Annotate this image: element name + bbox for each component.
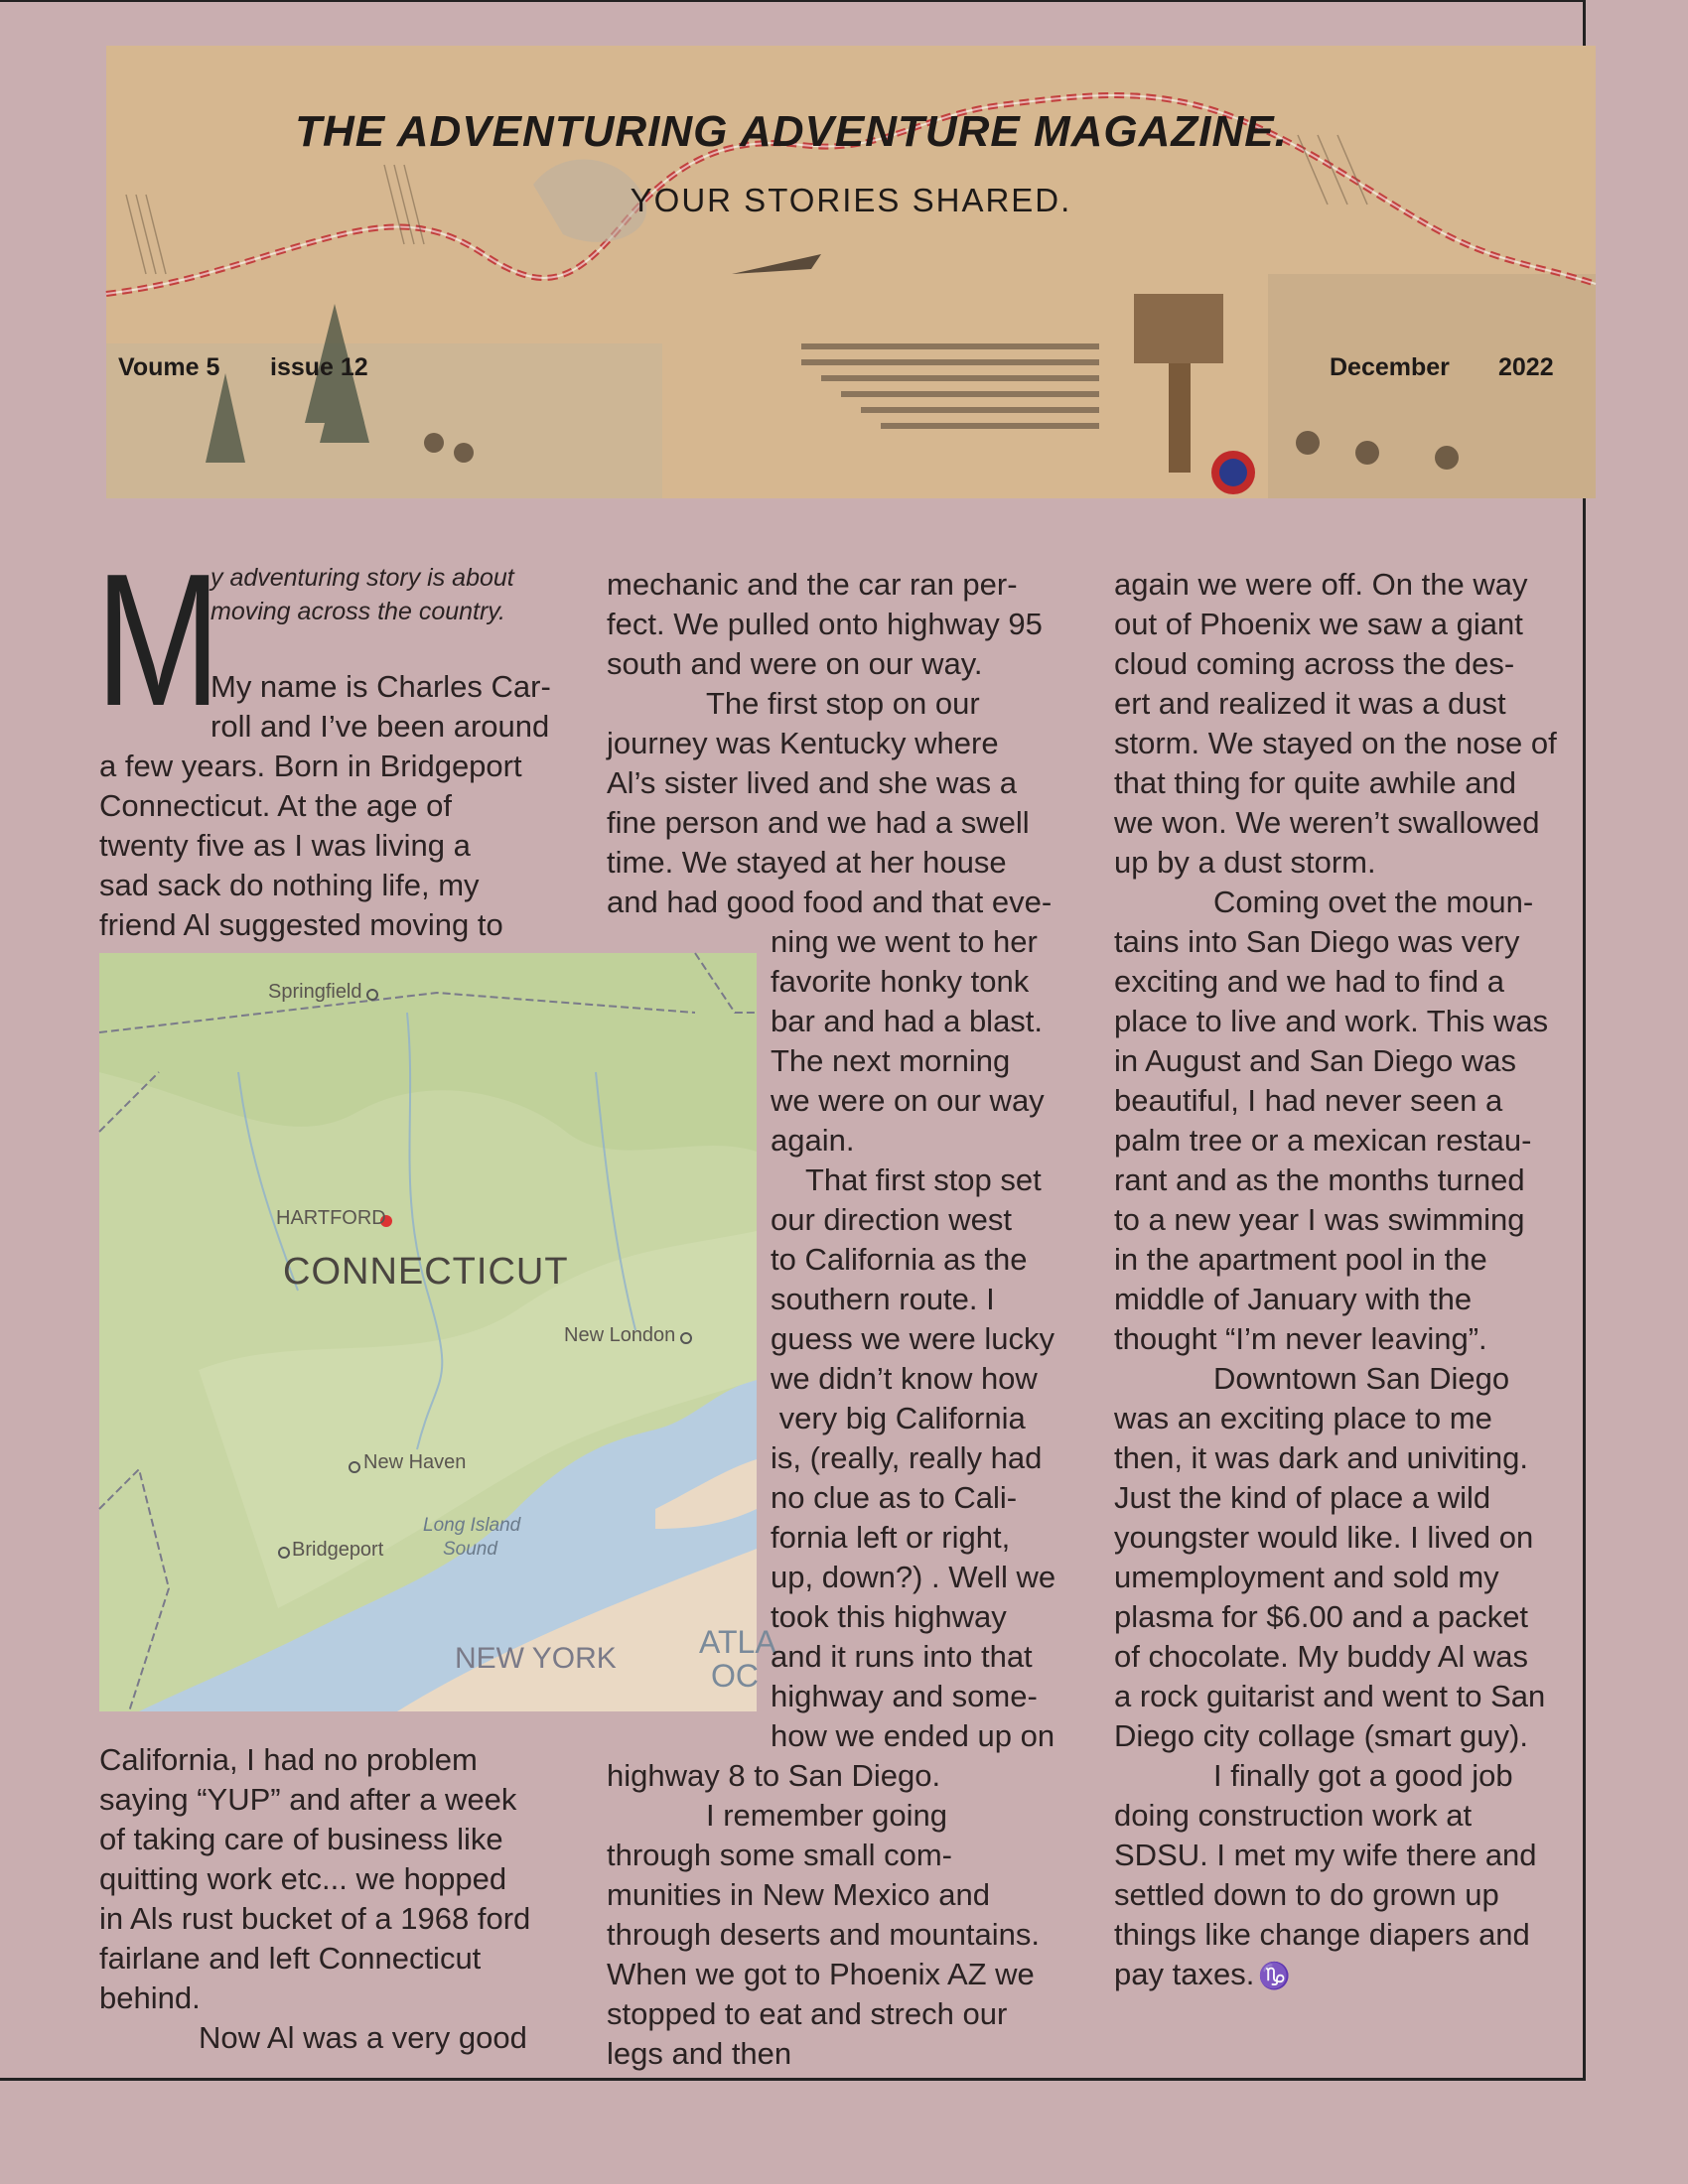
text-line: umemployment and sold my <box>1114 1560 1499 1594</box>
text-line: The first stop on our <box>706 686 980 721</box>
text-line: Just the kind of place a wild <box>1114 1480 1491 1515</box>
text-line: thought “I’m never leaving”. <box>1114 1321 1487 1356</box>
text-line: is, (really, really had <box>771 1440 1043 1475</box>
column-2-bottom <box>607 1756 1040 2074</box>
text-line: doing construction work at <box>1114 1798 1473 1833</box>
text-line: settled down to do grown up <box>1114 1877 1499 1912</box>
text-line: again. <box>771 1123 855 1158</box>
connecticut-map-image <box>99 953 776 1711</box>
map-label-sound: Sound <box>443 1539 497 1560</box>
map-label-long-island: Long Island <box>423 1515 521 1536</box>
column-1-bottom <box>99 1740 530 2058</box>
text-line: When we got to Phoenix AZ we <box>607 1957 1035 1991</box>
text-line: My name is Charles Car- <box>211 669 551 704</box>
text-line: we were on our way <box>771 1083 1045 1118</box>
text-line: south and were on our way. <box>607 646 983 681</box>
map-label-hartford: HARTFORD <box>276 1207 386 1229</box>
text-line: middle of January with the <box>1114 1282 1473 1316</box>
text-line: and it runs into that <box>771 1639 1033 1674</box>
text-line: exciting and we had to find a <box>1114 964 1504 999</box>
text-line: That first stop set <box>805 1162 1042 1197</box>
text-line: then, it was dark and univiting. <box>1114 1440 1529 1475</box>
text-line: fine person and we had a swell <box>607 805 1030 840</box>
column-2-top <box>607 565 1052 922</box>
text-line: Diego city collage (smart guy). <box>1114 1718 1528 1753</box>
text-line: saying “YUP” and after a week <box>99 1782 517 1817</box>
masthead-banner <box>106 46 1596 498</box>
column-2-narrow <box>771 922 1055 1756</box>
text-line: youngster would like. I lived on <box>1114 1520 1534 1555</box>
map-label-ocean: OC <box>711 1658 759 1694</box>
text-line: ert and realized it was a dust <box>1114 686 1506 721</box>
column-1-top <box>99 747 522 945</box>
intro-line: moving across the country. <box>211 598 505 625</box>
text-line: tains into San Diego was very <box>1114 924 1520 959</box>
text-line: quitting work etc... we hopped <box>99 1861 507 1896</box>
text-line: things like change diapers and <box>1114 1917 1530 1952</box>
text-line: sad sack do nothing life, my <box>99 868 480 902</box>
text-line: Al’s sister lived and she was a <box>607 765 1017 800</box>
drop-cap: M <box>95 535 221 746</box>
text-line: Now Al was a very good <box>199 2020 527 2055</box>
text-line: twenty five as I was living a <box>99 828 471 863</box>
text-line: time. We stayed at her house <box>607 845 1007 880</box>
text-line: ning we went to her <box>771 924 1038 959</box>
text-line: we didn’t know how <box>771 1361 1038 1396</box>
text-line: in the apartment pool in the <box>1114 1242 1487 1277</box>
text-line: was an exciting place to me <box>1114 1401 1492 1435</box>
month-label: December <box>1330 353 1450 381</box>
text-line: of taking care of business like <box>99 1822 503 1856</box>
text-line: a few years. Born in Bridgeport <box>99 749 522 783</box>
map-label-new-london: New London <box>564 1324 676 1346</box>
year-label: 2022 <box>1498 353 1554 381</box>
text-line: how we ended up on <box>771 1718 1055 1753</box>
column-3 <box>1114 565 1557 1995</box>
text-line: SDSU. I met my wife there and <box>1114 1838 1537 1872</box>
text-line: very big California <box>771 1401 1026 1435</box>
text-line: to a new year I was swimming <box>1114 1202 1525 1237</box>
issue-label: issue 12 <box>270 353 368 381</box>
text-line: munities in New Mexico and <box>607 1877 990 1912</box>
text-line: a rock guitarist and went to San <box>1114 1679 1546 1713</box>
text-line: journey was Kentucky where <box>607 726 999 760</box>
text-line: of chocolate. My buddy Al was <box>1114 1639 1529 1674</box>
intro-line: y adventuring story is about <box>211 564 514 592</box>
map-label-new-york: NEW YORK <box>455 1642 617 1675</box>
magazine-title: THE ADVENTURING ADVENTURE MAGAZINE. <box>295 107 1288 156</box>
article-intro <box>211 561 514 628</box>
text-line: roll and I’ve been around <box>211 709 550 744</box>
text-line: and had good food and that eve- <box>607 885 1053 919</box>
text-line: we won. We weren’t swallowed <box>1114 805 1540 840</box>
map-label-new-haven: New Haven <box>363 1451 467 1473</box>
text-line: bar and had a blast. <box>771 1004 1044 1038</box>
text-line: in August and San Diego was <box>1114 1043 1516 1078</box>
text-line: legs and then <box>607 2036 792 2071</box>
text-line: took this highway <box>771 1599 1007 1634</box>
map-label-atlantic: ATLA <box>699 1624 776 1660</box>
text-line: fect. We pulled onto highway 95 <box>607 607 1043 641</box>
text-line: up, down?) . Well we <box>771 1560 1056 1594</box>
map-label-bridgeport: Bridgeport <box>292 1539 384 1561</box>
text-line: no clue as to Cali- <box>771 1480 1018 1515</box>
text-line: palm tree or a mexican restau- <box>1114 1123 1532 1158</box>
text-line: our direction west <box>771 1202 1012 1237</box>
text-line: in Als rust bucket of a 1968 ford <box>99 1901 531 1936</box>
text-line: fornia left or right, <box>771 1520 1011 1555</box>
text-line: through some small com- <box>607 1838 953 1872</box>
text-line: favorite honky tonk <box>771 964 1030 999</box>
text-line: plasma for $6.00 and a packet <box>1114 1599 1529 1634</box>
text-line: that thing for quite awhile and <box>1114 765 1516 800</box>
text-line: cloud coming across the des- <box>1114 646 1515 681</box>
text-line: beautiful, I had never seen a <box>1114 1083 1503 1118</box>
text-line-last <box>1114 1955 1557 1995</box>
text-line: friend Al suggested moving to <box>99 907 503 942</box>
magazine-subtitle: YOUR STORIES SHARED. <box>630 182 1072 218</box>
text-line: I remember going <box>706 1798 947 1833</box>
text-line: southern route. I <box>771 1282 995 1316</box>
text-line: I finally got a good job <box>1213 1758 1513 1793</box>
text-line: Downtown San Diego <box>1213 1361 1510 1396</box>
text-line: The next morning <box>771 1043 1011 1078</box>
text-line: out of Phoenix we saw a giant <box>1114 607 1523 641</box>
volume-label: Voume 5 <box>118 353 220 381</box>
text-line: Coming ovet the moun- <box>1213 885 1534 919</box>
text-line: highway and some- <box>771 1679 1038 1713</box>
text-line: place to live and work. This was <box>1114 1004 1549 1038</box>
map-label-springfield: Springfield <box>268 981 362 1003</box>
text-line: pay taxes. <box>1114 1957 1255 1991</box>
text-line: through deserts and mountains. <box>607 1917 1040 1952</box>
text-line: guess we were lucky <box>771 1321 1055 1356</box>
text-line: storm. We stayed on the nose of <box>1114 726 1557 760</box>
text-line: to California as the <box>771 1242 1028 1277</box>
capricorn-icon: ♑ <box>1258 1961 1291 1990</box>
text-line: Connecticut. At the age of <box>99 788 453 823</box>
text-line: California, I had no problem <box>99 1742 478 1777</box>
text-line: rant and as the months turned <box>1114 1162 1525 1197</box>
text-line: fairlane and left Connecticut <box>99 1941 482 1976</box>
text-line: stopped to eat and strech our <box>607 1996 1008 2031</box>
column-1-top-indented <box>211 667 551 747</box>
text-line: up by a dust storm. <box>1114 845 1376 880</box>
text-line: behind. <box>99 1980 201 2015</box>
map-label-state: CONNECTICUT <box>283 1251 569 1293</box>
text-line: again we were off. On the way <box>1114 567 1528 602</box>
text-line: highway 8 to San Diego. <box>607 1758 941 1793</box>
text-line: mechanic and the car ran per- <box>607 567 1018 602</box>
